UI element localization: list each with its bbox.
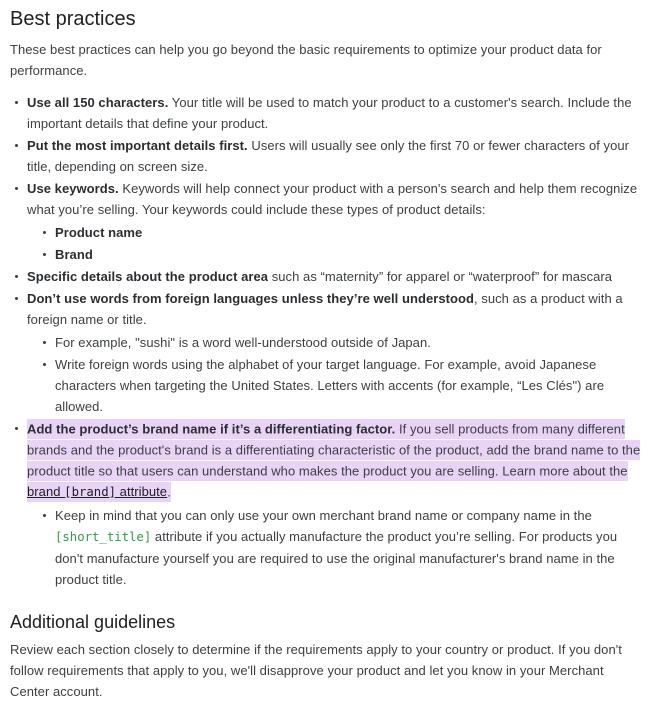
section-heading-best-practices: Best practices (10, 8, 136, 30)
sub-bullet-text: For example, "sushi" is a word well-understood outside of Japan. (55, 335, 431, 350)
list-item-alphabet-example (27, 354, 641, 417)
bullet-icon (43, 514, 46, 517)
bullet-icon (43, 231, 46, 234)
sub-bullet-text: Keep in mind that you can only use your own merchant brand name or company name in the (55, 508, 592, 523)
bullet-icon (15, 144, 18, 147)
short-title-attribute-code: [short_title] (55, 530, 152, 544)
keyword-types-sublist (27, 222, 641, 265)
bullet-icon (15, 275, 18, 278)
brand-name-sublist (27, 505, 641, 590)
list-item-brand-name (10, 418, 641, 590)
bullet-icon (43, 253, 46, 256)
highlighted-text (27, 419, 640, 502)
bullet-icon (43, 363, 46, 366)
list-item-important-details-first (10, 135, 641, 177)
bullet-text: If you sell products from many different brands and the product's brand is a differentiating characteristic of the product, add the brand name to the product title so that users can understand who makes the product you are selling. Learn more about the (27, 421, 641, 478)
additional-guidelines-paragraph: Review each section closely to determine if the requirements apply to your country or product. If you don't follow requirements that apply to you, we'll disapprove your product and let you know in your Merchant Center account. (10, 642, 622, 699)
section-heading-additional-guidelines: Additional guidelines (10, 612, 176, 632)
link-text: brand (27, 484, 65, 499)
bullet-icon (15, 427, 18, 430)
link-text: attribute (116, 484, 168, 499)
bullet-text: , such as a product with a foreign name or title. (27, 291, 623, 327)
bullet-bold-text: Use keywords. (27, 181, 119, 196)
bullet-text: such as “maternity” for apparel or “waterproof” for mascara (268, 269, 613, 284)
brand-attribute-code: [brand] (64, 485, 116, 499)
best-practices-list (10, 92, 641, 590)
bullet-bold-text: Put the most important details first. (27, 138, 248, 153)
sub-bullet-text: attribute if you actually manufacture the product you’re selling. For products you don't manufacture yourself you are required to use the original manufacturer's brand name in the product title. (55, 529, 618, 587)
foreign-language-sublist (27, 332, 641, 417)
bullet-text: Users will usually see only the first 70 or fewer characters of your title, depending on screen size. (27, 138, 630, 174)
list-item-sushi-example (27, 332, 641, 353)
list-item-use-all-150 (10, 92, 641, 134)
list-item-use-keywords (10, 178, 641, 265)
list-item-specific-details (10, 266, 641, 287)
list-item-product-name (27, 222, 641, 243)
sub-bullet-bold-text: Product name (55, 225, 143, 240)
list-item-foreign-languages (10, 288, 641, 417)
sub-bullet-bold-text: Brand (55, 247, 93, 262)
brand-attribute-link[interactable] (27, 484, 167, 499)
bullet-icon (43, 341, 46, 344)
bullet-text: Keywords will help connect your product with a person's search and help them recognize what you’re selling. Your keywords could include these types of product details: (27, 181, 638, 217)
intro-paragraph: These best practices can help you go beyond the basic requirements to optimize your product data for performance. (10, 42, 602, 78)
bullet-bold-text: Use all 150 characters. (27, 95, 169, 110)
sub-bullet-text: Write foreign words using the alphabet of your target language. For example, avoid Japanese characters when targeting the United States. Letters with accents (for example, “Les Clés") are allowed. (55, 357, 605, 414)
bullet-text: Your title will be used to match your product to a customer's search. Include the important details that define your product. (27, 95, 632, 131)
bullet-bold-text: Add the product’s brand name if it’s a differentiating factor. (27, 421, 396, 436)
list-item-brand (27, 244, 641, 265)
bullet-text: . (167, 484, 171, 499)
bullet-bold-text: Don’t use words from foreign languages unless they’re well understood (27, 291, 474, 306)
bullet-icon (15, 187, 18, 190)
bullet-icon (15, 101, 18, 104)
bullet-bold-text: Specific details about the product area (27, 269, 269, 284)
list-item-short-title-note (27, 505, 641, 590)
bullet-icon (15, 297, 18, 300)
